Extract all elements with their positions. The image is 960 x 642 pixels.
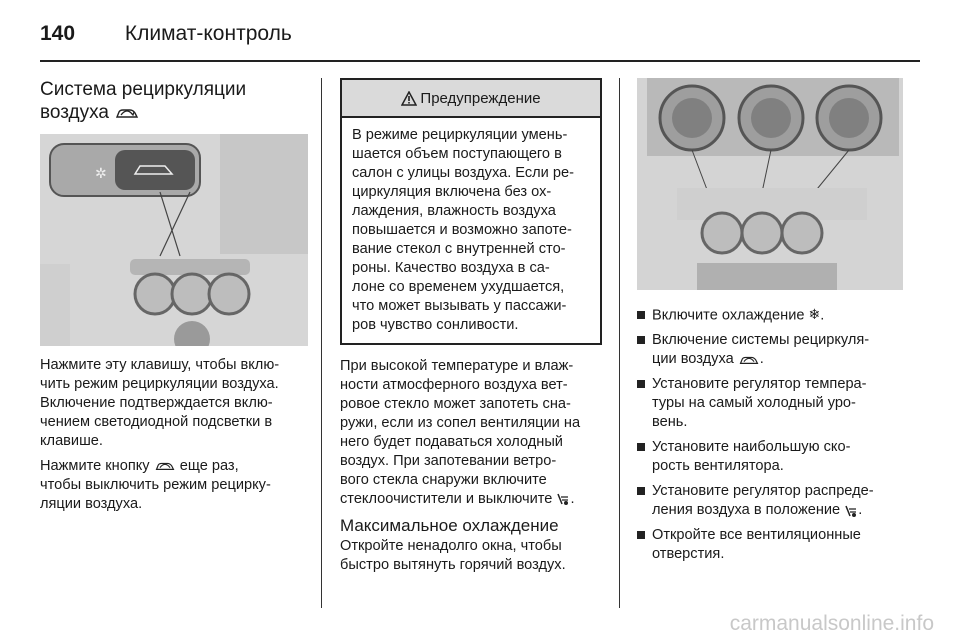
para-1: Нажмите эту клавишу, чтобы вклю- чить режим рециркуляции воздуха. Включение подтверждается вклю- чением светодиодной подсветки в клавише. [40, 357, 280, 449]
list-item: Включение системы рециркуля- ции воздуха . [637, 331, 903, 369]
svg-text:✲: ✲ [95, 166, 107, 182]
windshield-airflow-icon [844, 504, 858, 518]
warning-box [340, 78, 602, 345]
section-heading: Система рециркуляции воздуха [40, 79, 247, 123]
warning-triangle-icon [401, 91, 417, 106]
watermark: carmanualsonline.info [729, 612, 934, 635]
max-cooling-paragraph: Откройте ненадолго окна, чтобы быстро вытянуть горячий воздух. [340, 538, 566, 573]
recirculation-car-icon [114, 106, 140, 120]
para-2: Нажмите кнопку еще раз, чтобы выключить режим рецирку- ляции воздуха. [40, 458, 271, 512]
steps-list [637, 306, 903, 564]
windshield-airflow-icon [556, 492, 570, 506]
recirculation-button-illustration [40, 134, 308, 346]
column-3 [637, 78, 903, 570]
column-divider-1 [321, 78, 322, 608]
page-header [40, 22, 292, 46]
warning-body: В режиме рециркуляции умень- шается объем поступающего в салон с улицы воздуха. Если ре- циркуляция включена без ох- лаждения, влажность воздуха повышается и возможно запоте- вание стекол с внутренней сто- роны. Качество воздуха в са- лоне со временем ухудшается, что может вызывать у пассажи- ров чувство сонливости. [352, 127, 574, 333]
list-item: Установите наибольшую ско- рость вентилятора. [637, 438, 903, 476]
column-divider-2 [619, 78, 620, 608]
list-item: Установите регулятор распреде- ления воздуха в положение . [637, 482, 903, 520]
column-2 [340, 78, 602, 581]
warning-header: Предупреждение [342, 80, 600, 118]
list-item: Включите охлаждение ❄. [637, 306, 903, 325]
recirculation-car-icon [154, 460, 176, 472]
page-number: 140 [40, 22, 76, 45]
list-item: Установите регулятор темпера- туры на самый холодный уро- вень. [637, 375, 903, 432]
description-paragraph [40, 356, 308, 514]
max-cooling-heading: Максимальное охлаждение [340, 516, 559, 535]
snowflake-icon: ❄ [808, 307, 821, 323]
list-item: Откройте все вентиляционные отверстия. [637, 526, 903, 564]
chapter-title: Климат-контроль [124, 22, 292, 45]
fogging-paragraph: При высокой температуре и влаж- ности атмосферного воздуха вет- ровое стекло может запотеть сна- ружи, если из сопел вентиляции на него будет подаваться холодный воздух. При запотевании ветро- вого стекла снаружи включите стеклоочистители и выключите . [340, 358, 581, 507]
header-rule [40, 60, 920, 62]
climate-control-illustration [637, 78, 903, 290]
column-1 [40, 78, 308, 520]
recirculation-car-icon [738, 354, 760, 366]
